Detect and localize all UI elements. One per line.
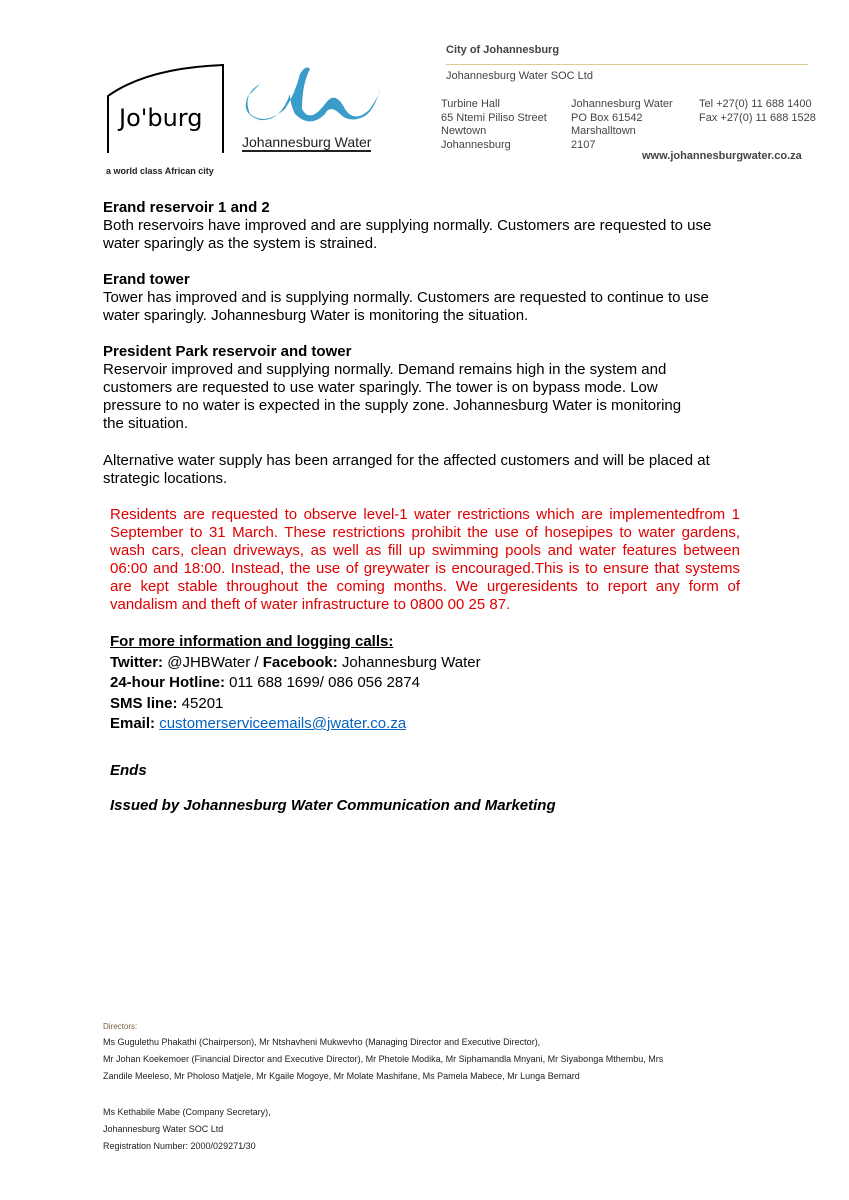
- directors-label: Directors:: [103, 1022, 138, 1031]
- joburg-logo-text: Jo'burg: [119, 104, 203, 132]
- footer-company: [103, 1104, 271, 1155]
- issued-by: Issued by Johannesburg Water Communication and Marketing: [110, 797, 556, 814]
- header-divider: [446, 64, 808, 65]
- footer-directors: [103, 1020, 763, 1085]
- city-name: City of Johannesburg: [446, 44, 560, 56]
- section-title: Erand reservoir 1 and 2: [103, 199, 270, 216]
- contact-heading: For more information and logging calls:: [110, 633, 394, 650]
- sms-number: 45201: [177, 694, 224, 712]
- website-link[interactable]: www.johannesburgwater.co.za: [642, 150, 802, 162]
- johannesburg-water-logo: [240, 64, 390, 154]
- hotline-line: [110, 673, 750, 694]
- section-text: Both reservoirs have improved and are supplying normally. Customers are requested to use water sparingly as the system is strained.: [103, 217, 712, 252]
- hotline-label: 24-hour Hotline:: [110, 674, 225, 691]
- section-title: Erand tower: [103, 271, 190, 288]
- section-erand-tower: [103, 271, 748, 325]
- social-line: [110, 653, 750, 674]
- address-line: PO Box 61542: [571, 111, 643, 124]
- address-line: Johannesburg Water: [571, 98, 673, 110]
- contact-info: [110, 632, 750, 735]
- street-address: [441, 98, 547, 152]
- section-text: Tower has improved and is supplying normally. Customers are requested to continue to use water sparingly. Johannesburg Water is monitoring the situation.: [103, 289, 709, 324]
- email-label: Email:: [110, 715, 156, 732]
- section-text: Reservoir improved and supplying normally. Demand remains high in the system and customers are requested to use water sparingly. The tower is on bypass mode. Low pressure to no water is expected in the supply zone. Johannesburg Water is monitoring the situation.: [103, 361, 682, 432]
- facebook-page: Johannesburg Water: [337, 653, 481, 671]
- address-line: Newtown: [441, 125, 487, 137]
- company-name: Johannesburg Water SOC Ltd: [446, 70, 593, 82]
- restrictions-notice: Residents are requested to observe level-1 water restrictions which are implementedfrom 1 September to 31 March. These restrictions prohibit the use of hosepipes to water gardens, wash cars, clean driveways, as well as fill up swimming pools and water features between 06:00 and 18:00. Instead, the use of greywater is encouraged.This is to ensure that systems are kept stable throughout the coming months. We urgeresidents to report any form of vandalism and theft of water infrastructure to 0800 00 25 87.: [110, 506, 740, 613]
- twitter-handle: @JHBWater /: [163, 653, 263, 671]
- address-line: 65 Ntemi Piliso Street: [441, 111, 547, 124]
- address-line: 2107: [571, 138, 596, 151]
- hotline-number: 011 688 1699/ 086 056 2874: [225, 674, 420, 691]
- ends-label: Ends: [110, 762, 147, 779]
- email-line: [110, 714, 750, 735]
- alternative-supply: Alternative water supply has been arranged for the affected customers and will be placed at strategic locations.: [103, 452, 710, 487]
- section-erand-reservoir: [103, 199, 748, 253]
- address-line: Marshalltown: [571, 125, 636, 137]
- tel: Tel +27(0) 11 688 1400: [699, 98, 812, 110]
- jw-logo-text: Johannesburg Water: [242, 134, 372, 150]
- joburg-logo: [107, 64, 224, 154]
- directors-line: Ms Gugulethu Phakathi (Chairperson), Mr Ntshavheni Mukwevho (Managing Director and Executive Director),: [103, 1037, 541, 1047]
- address-line: Johannesburg: [441, 138, 511, 151]
- sms-label: SMS line:: [110, 694, 178, 712]
- postal-address: [571, 98, 673, 152]
- directors-line: Zandile Meeleso, Mr Pholoso Matjele, Mr Kgaile Mogoye, Mr Molate Mashifane, Ms Pamela Mabece, Mr Lunga Bernard: [103, 1071, 580, 1081]
- company-secretary: Ms Kethabile Mabe (Company Secretary),: [103, 1107, 271, 1117]
- twitter-label: Twitter:: [110, 653, 164, 671]
- directors-line: Mr Johan Koekemoer (Financial Director and Executive Director), Mr Phetole Modika, Mr Siphamandla Mnyani, Mr Siyabonga Mthembu, Mrs: [103, 1054, 664, 1064]
- fax: Fax +27(0) 11 688 1528: [699, 111, 816, 124]
- registration-number: Registration Number: 2000/029271/30: [103, 1141, 256, 1151]
- sms-line: [110, 694, 750, 715]
- footer-company-name: Johannesburg Water SOC Ltd: [103, 1124, 224, 1134]
- section-title: President Park reservoir and tower: [103, 343, 352, 360]
- section-president-park: [103, 343, 698, 433]
- phone-numbers: [699, 98, 816, 125]
- email-link[interactable]: customerserviceemails@jwater.co.za: [159, 715, 407, 732]
- joburg-tagline: a world class African city: [106, 166, 214, 176]
- facebook-label: Facebook:: [262, 653, 338, 671]
- address-line: Turbine Hall: [441, 98, 500, 110]
